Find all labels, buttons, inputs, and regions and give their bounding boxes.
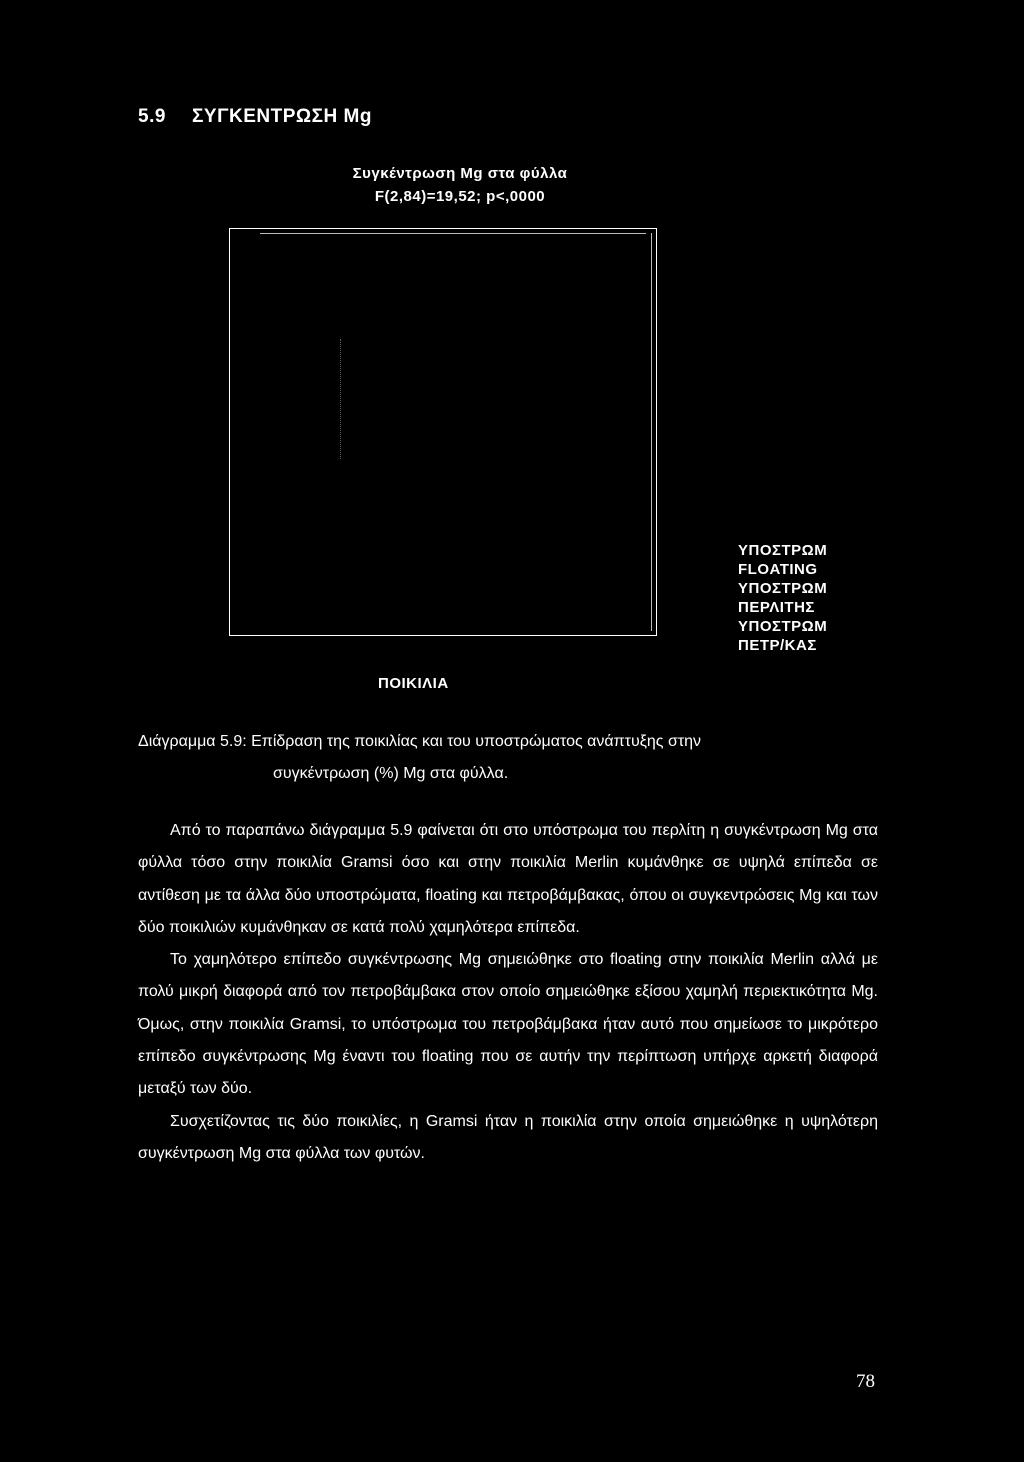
legend-item xyxy=(738,617,827,655)
caption-line-1: Διάγραμμα 5.9: Επίδραση της ποικιλίας και του υποστρώματος ανάπτυξης στην xyxy=(138,733,702,750)
chart-subtitle: F(2,84)=19,52; p<,0000 xyxy=(374,188,546,205)
section-heading xyxy=(138,106,372,128)
plot-faint-marks xyxy=(340,339,342,459)
chart-plot-area xyxy=(229,228,657,636)
paragraph: Το χαμηλότερο επίπεδο συγκέντρωσης Mg σημειώθηκε στο floating στην ποικιλία Merlin αλλά με πολύ μικρή διαφορά από τον πετροβάμβακα στον οποίο σημειώθηκε εξίσου χαμηλή περιεκτικότητα Mg. Όμως, στην ποικιλία Gramsi, το υπόστρωμα του πετροβάμβακα ήταν αυτό που σημείωσε το μικρότερο επίπεδο συγκέντρωσης Mg έναντι του floating που σε αυτήν την περίπτωση υπήρχε αρκετή διαφορά μεταξύ των δύο. xyxy=(138,951,878,1098)
legend-item-line2: FLOATING xyxy=(738,561,818,578)
paragraph: Συσχετίζοντας τις δύο ποικιλίες, η Gramsi ήταν η ποικιλία στην οποία σημειώθηκε η υψηλότερη συγκέντρωση Mg στα φύλλα των φυτών. xyxy=(138,1112,878,1162)
plot-inner-right-line xyxy=(651,233,652,631)
chart-legend xyxy=(738,541,827,655)
body-text xyxy=(138,815,878,1170)
legend-item xyxy=(738,579,827,617)
paragraph: Από το παραπάνω διάγραμμα 5.9 φαίνεται ότι στο υπόστρωμα του περλίτη η συγκέντρωση Mg στα φύλλα τόσο στην ποικιλία Gramsi όσο και στην ποικιλία Merlin κυμάνθηκε σε υψηλά επίπεδα σε αντίθεση με τα άλλα δύο υποστρώματα, floating και πετροβάμβακας, όπου οι συγκεντρώσεις Mg και των δύο ποικιλιών κυμάνθηκαν σε κατά πολύ χαμηλότερα επίπεδα. xyxy=(138,822,878,936)
legend-item-line2: ΠΕΤΡ/ΚΑΣ xyxy=(738,637,817,654)
section-title: ΣΥΓΚΕΝΤΡΩΣΗ Mg xyxy=(192,106,372,127)
legend-item-line1: ΥΠΟΣΤΡΩΜ xyxy=(738,580,828,597)
legend-item-line1: ΥΠΟΣΤΡΩΜ xyxy=(738,542,828,559)
figure-caption xyxy=(138,726,898,790)
chart-x-axis-label: ΠΟΙΚΙΛΙΑ xyxy=(378,675,449,692)
chart-title-block xyxy=(250,162,670,208)
chart-title: Συγκέντρωση Mg στα φύλλα xyxy=(352,165,568,182)
legend-item-line1: ΥΠΟΣΤΡΩΜ xyxy=(738,618,828,635)
plot-inner-top-line xyxy=(260,233,646,234)
legend-item xyxy=(738,541,827,579)
legend-item-line2: ΠΕΡΛΙΤΗΣ xyxy=(738,599,815,616)
page-number: 78 xyxy=(856,1371,875,1392)
section-number: 5.9 xyxy=(138,106,166,127)
caption-line-2: συγκέντρωση (%) Mg στα φύλλα. xyxy=(273,765,509,782)
